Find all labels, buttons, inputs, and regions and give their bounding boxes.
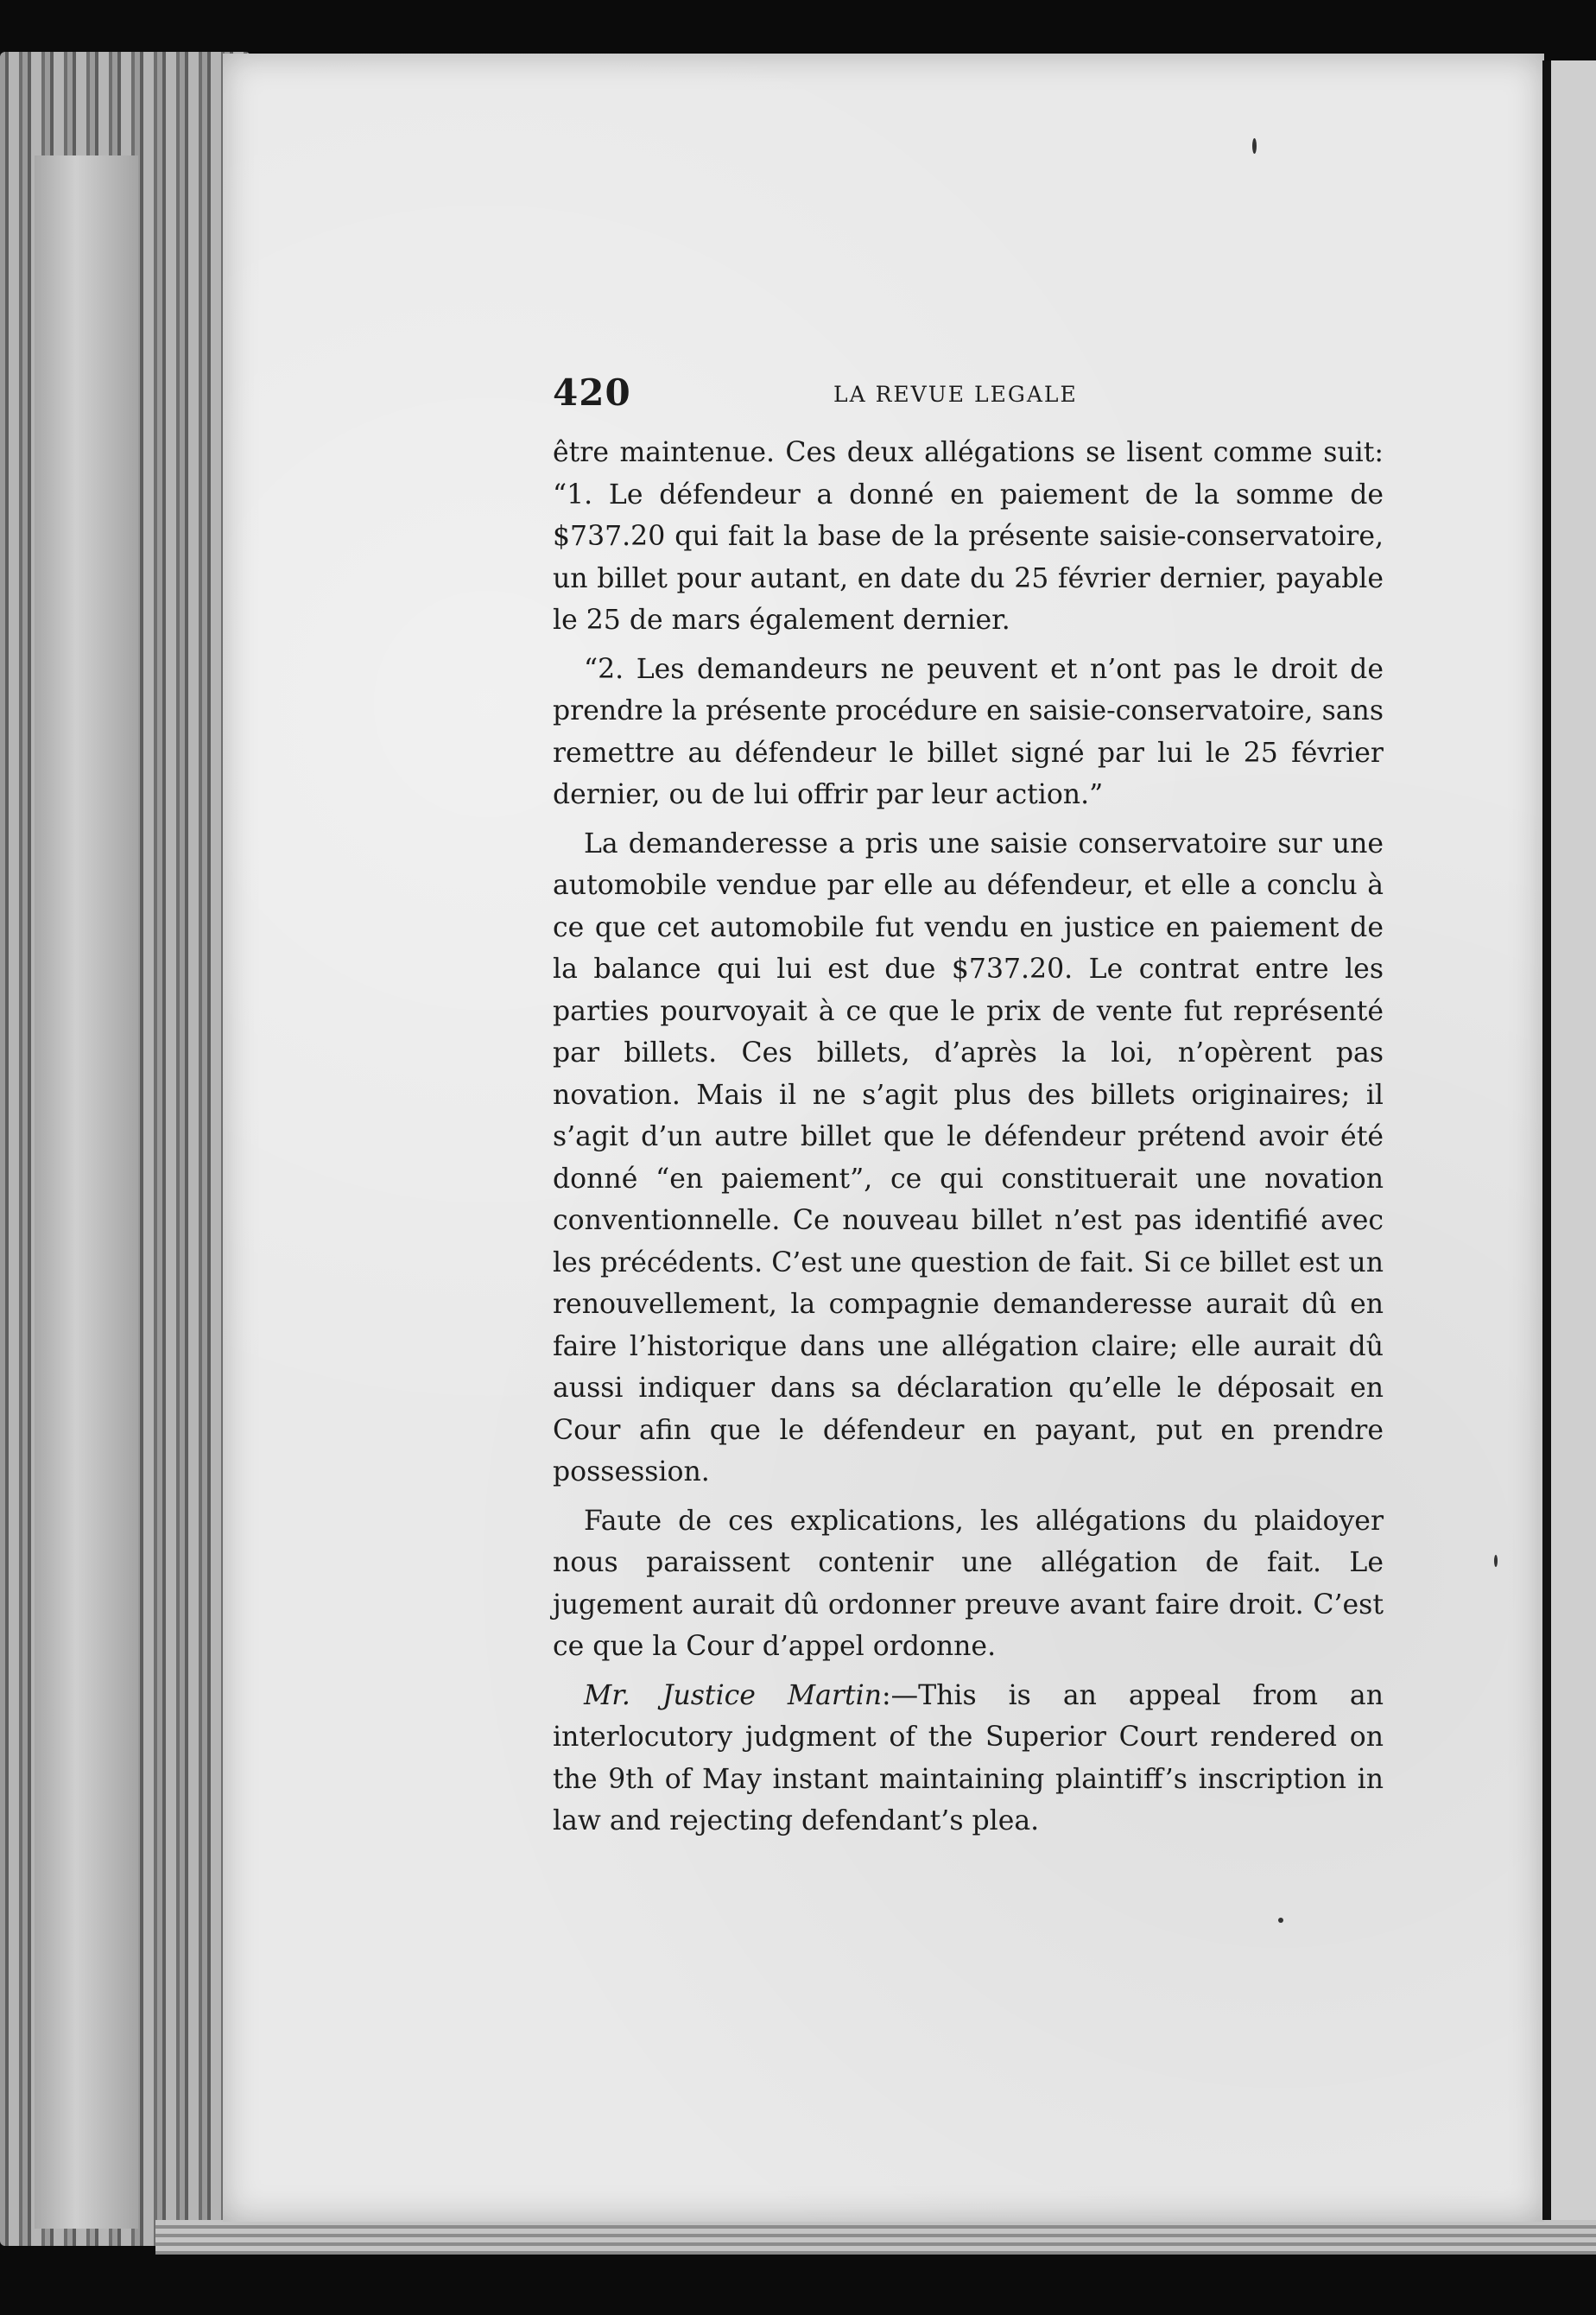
journal-title: LA REVUE LEGALE bbox=[833, 382, 1078, 407]
paragraph-2: “2. Les demandeurs ne peuvent et n’ont pas le droit de prendre la présente procédure en saisie-conservatoire, sans remettre au défendeur le billet signé par lui le 25 février dernier, ou de lui offrir par leur action.” bbox=[553, 653, 1384, 810]
paragraph-4: Faute de ces explications, les allégations du plaidoyer nous paraissent contenir une allégation de fait. Le jugement aurait dû ordonner preuve avant faire droit. C’est ce que la Cour d’appel ordonne. bbox=[553, 1505, 1384, 1662]
scan-speck bbox=[1252, 138, 1257, 154]
judgment-text: :—This is an appeal from an interlocutory judgment of the Superior Court rendered on the 9th of May instant maintaining plaintiff’s inscription in law and rejecting defendant’s plea. bbox=[553, 1679, 1384, 1836]
paragraph-5 bbox=[553, 1675, 1384, 1842]
paragraph-1: être maintenue. Ces deux allégations se lisent comme suit: “1. Le défendeur a donné en paiement de la somme de $737.20 qui fait la base de la présente saisie-conservatoire, un billet pour autant, en date du 25 février dernier, payable le 25 de mars également dernier. bbox=[553, 437, 1384, 636]
judge-name: Mr. Justice Martin bbox=[584, 1679, 882, 1711]
next-page-sliver bbox=[1551, 60, 1596, 2220]
page-text-block bbox=[553, 371, 1384, 1849]
scan-speck bbox=[1494, 1555, 1498, 1567]
page-stack-inner bbox=[35, 155, 138, 2229]
page-number: 420 bbox=[553, 371, 631, 414]
scan-speck bbox=[1278, 1918, 1283, 1923]
gutter-shadow bbox=[1542, 60, 1551, 2220]
running-head bbox=[553, 371, 1384, 423]
paragraph-3: La demanderesse a pris une saisie conservatoire sur une automobile vendue par elle au défendeur, et elle a conclu à ce que cet automobile fut vendu en justice en paiement de la balance qui lui est due $737.20. Le contrat entre les parties pourvoyait à ce que le prix de vente fut représenté par billets. Ces billets, d’après la loi, n’opèrent pas novation. Mais il ne s’agit plus des billets originaires; il s’agit d’un autre billet que le défendeur prétend avoir été donné “en paiement”, ce qui constituerait une novation conventionnelle. Ce nouveau billet n’est pas identifié avec les précédents. C’est une question de fait. Si ce billet est un renouvellement, la compagnie demanderesse aurait dû en faire l’historique dans une allégation claire; elle aurait dû aussi indiquer dans sa déclaration qu’elle le déposait en Cour afin que le défendeur en payant, put en prendre possession. bbox=[553, 828, 1384, 1487]
page-stack-edge bbox=[0, 52, 250, 2246]
page-bottom-edge bbox=[155, 2220, 1596, 2255]
